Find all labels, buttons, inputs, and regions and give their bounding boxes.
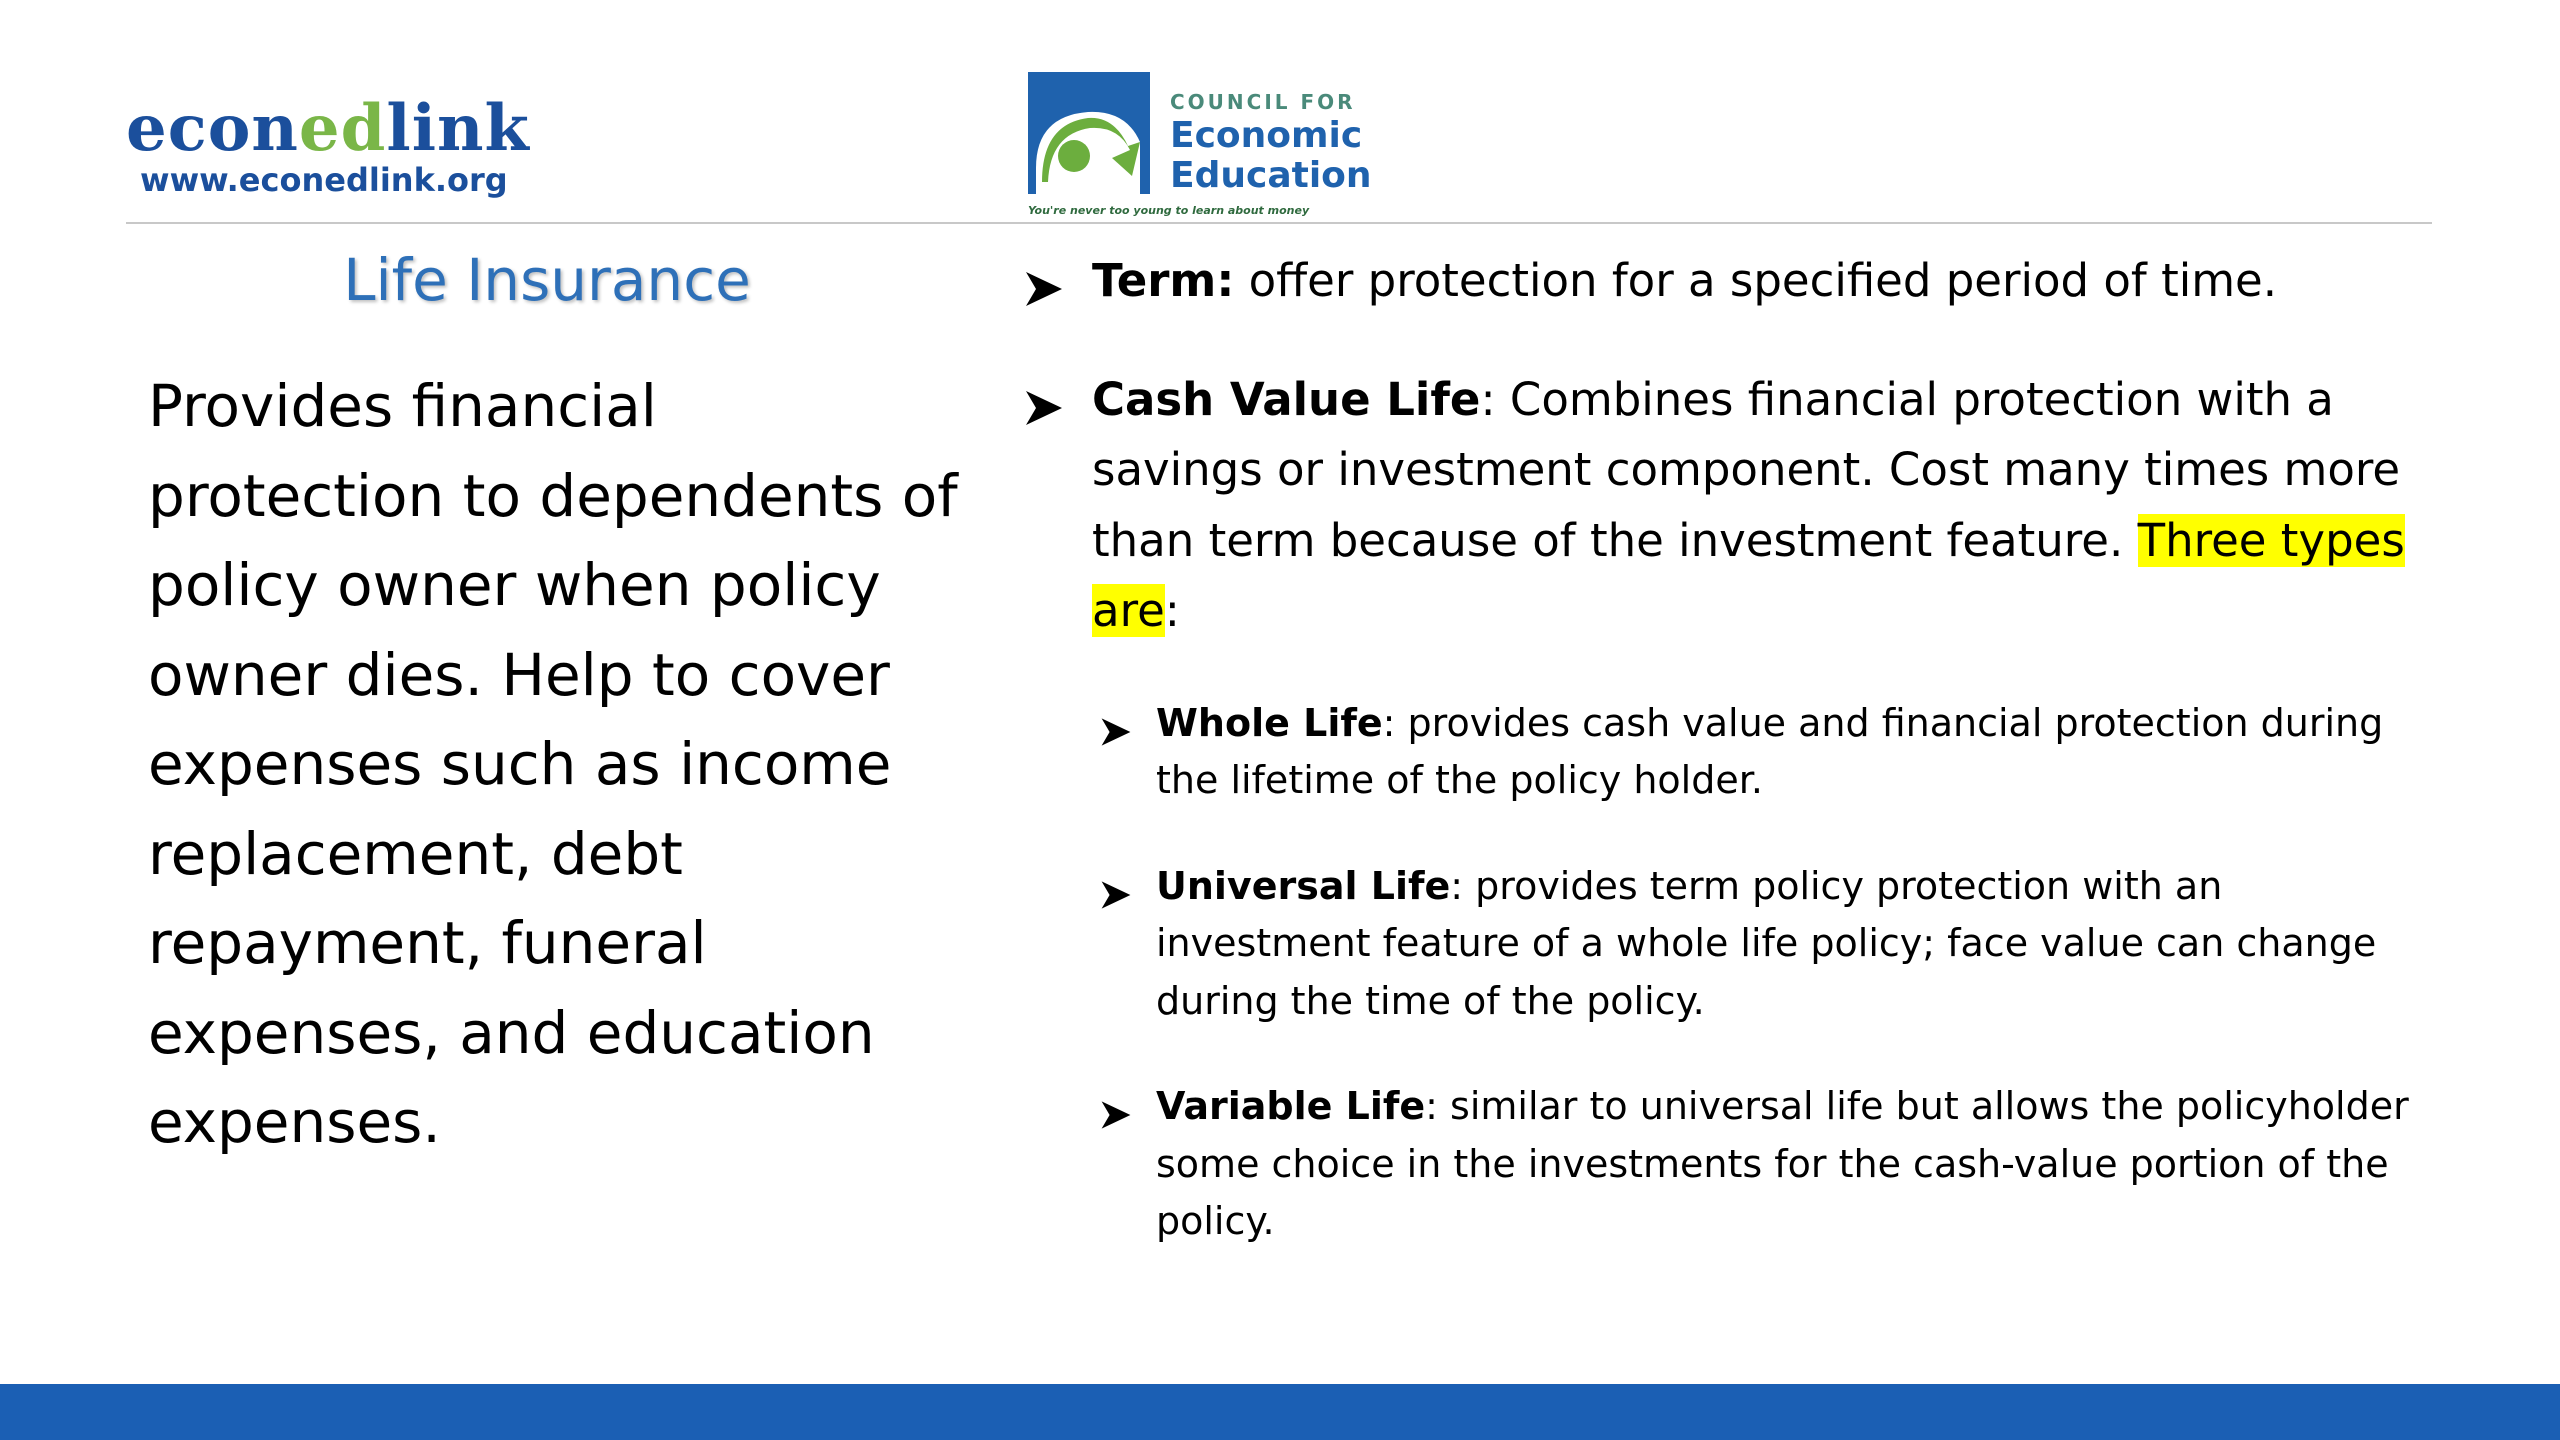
universal-life-text: : provides term policy protection with an investment feature of a whole life policy; face value can change during the time of the policy. bbox=[1156, 863, 2377, 1023]
variable-life-text: : similar to universal life but allows the policyholder some choice in the investments for the cash-value portion of the policy. bbox=[1156, 1084, 2409, 1243]
bullet-term bbox=[1016, 246, 2436, 317]
wordmark-ed: ed bbox=[298, 91, 387, 166]
life-insurance-definition: Provides financial protection to dependents of policy owner when policy owner dies. Help to cover expenses such as income replacement, debt repayment, funeral expenses, and education expenses. bbox=[148, 372, 958, 1156]
footer-bar bbox=[0, 1384, 2560, 1440]
bullet-cash-value-life bbox=[1016, 365, 2436, 647]
arrow-bullet-icon bbox=[1024, 258, 1064, 329]
whole-life-text: : provides cash value and financial protection during the lifetime of the policy holder. bbox=[1156, 700, 2384, 802]
econedlink-url[interactable]: www.econedlink.org bbox=[140, 161, 508, 199]
term-text: offer protection for a specified period of time. bbox=[1234, 254, 2278, 307]
cee-council-for: COUNCIL FOR bbox=[1170, 90, 1356, 114]
cee-economic: Economic bbox=[1170, 115, 1363, 156]
cee-arrow-icon bbox=[1028, 72, 1150, 194]
variable-life-label: Variable Life bbox=[1156, 1084, 1426, 1128]
term-label: Term: bbox=[1092, 254, 1235, 307]
econedlink-wordmark bbox=[126, 91, 530, 166]
wordmark-econ: econ bbox=[126, 91, 299, 166]
cee-logo bbox=[1028, 72, 1372, 222]
arrow-bullet-icon bbox=[1100, 1090, 1132, 1148]
arrow-bullet-icon bbox=[1100, 870, 1132, 928]
cash-value-label: Cash Value Life bbox=[1092, 372, 1481, 426]
bullet-whole-life bbox=[1100, 695, 2436, 810]
whole-life-label: Whole Life bbox=[1156, 700, 1383, 745]
wordmark-link: link bbox=[386, 91, 530, 166]
cee-tagline: You're never too young to learn about money bbox=[1028, 204, 1310, 217]
arrow-bullet-icon bbox=[1024, 377, 1064, 448]
universal-life-label: Universal Life bbox=[1156, 863, 1451, 908]
header-divider bbox=[126, 222, 2432, 224]
three-types-highlight: Three types are bbox=[1092, 513, 2405, 637]
slide-title: Life Insurance bbox=[343, 246, 751, 314]
insurance-types-list bbox=[1016, 246, 2436, 1299]
bullet-variable-life bbox=[1100, 1078, 2436, 1251]
cash-value-text: : Combines financial protection with a savings or investment component. Cost many times more than term because of the investment feature. bbox=[1092, 372, 2401, 567]
cee-education: Education bbox=[1170, 155, 1372, 196]
arrow-bullet-icon bbox=[1100, 707, 1132, 765]
bullet-universal-life bbox=[1100, 858, 2436, 1031]
econedlink-logo[interactable] bbox=[126, 91, 530, 199]
cash-value-suffix: : bbox=[1164, 584, 1180, 637]
